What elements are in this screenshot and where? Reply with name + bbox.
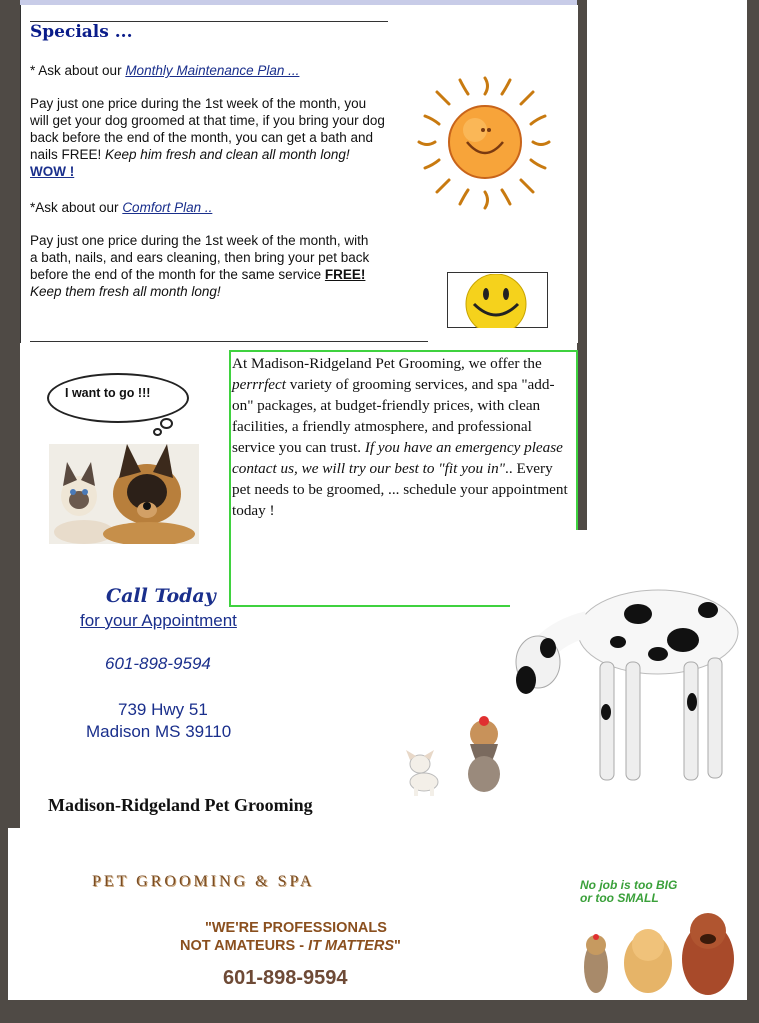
thought-bubble-text: I want to go !!! [65, 386, 151, 400]
wow-label: WOW ! [30, 164, 75, 179]
text-line: Pay just one price during the 1st week of the month, you [30, 96, 367, 111]
address-line-2: Madison MS 39110 [86, 722, 232, 741]
footer-phone[interactable]: 601-898-9594 [223, 967, 348, 989]
bubble-dot [153, 428, 162, 436]
business-name: Madison-Ridgeland Pet Grooming [48, 795, 313, 815]
appointment-link[interactable]: for your Appointment [80, 611, 237, 630]
address-line-1: 739 Hwy 51 [118, 700, 208, 719]
comfort-plan-link[interactable]: Comfort Plan .. [122, 200, 213, 215]
ask-prefix: *Ask about our [30, 200, 123, 215]
specials-bottom-rule [30, 341, 428, 342]
tagline: PET GROOMING & SPA [92, 873, 315, 890]
ask-monthly-plan [30, 62, 299, 79]
quote-line-1: "WE'RE PROFESSIONALS [205, 920, 387, 936]
bottom-bar [0, 1000, 759, 1023]
left-frame-bar [0, 0, 20, 828]
right-frame-bar [577, 0, 587, 530]
call-today-heading: Call Today [106, 585, 216, 607]
right-margin [587, 0, 747, 560]
great-dane-photo [508, 562, 744, 794]
quote-line-2: NOT AMATEURS - IT MATTERS" [180, 938, 401, 954]
text-line: nails FREE! Keep him fresh and clean all month long! [30, 147, 350, 162]
bubble-dot [160, 418, 173, 429]
chihuahua-photo [400, 750, 445, 798]
three-dogs-photo [578, 905, 746, 997]
text-line: will get your dog groomed at that time, if you bring your dog [30, 113, 385, 128]
text-line: Keep them fresh all month long! [30, 284, 221, 299]
text-line: before the end of the month for the same service FREE! [30, 267, 366, 282]
phone-number[interactable]: 601-898-9594 [105, 654, 211, 673]
text-line: a bath, nails, and ears cleaning, then bring your pet back [30, 250, 370, 265]
sun-icon [415, 68, 555, 218]
specials-title: Specials ... [30, 22, 133, 42]
smiley-icon [458, 274, 534, 328]
ask-prefix: * Ask about our [30, 63, 126, 78]
text-line: back before the end of the month, you can get a bath and [30, 130, 373, 145]
far-right-bar [747, 0, 759, 1023]
yorkie-photo [462, 714, 510, 794]
comfort-plan-description [30, 232, 420, 300]
cat-and-puppy-photo [49, 444, 199, 544]
intro-text: At Madison-Ridgeland Pet Grooming, we offer the perrrfect variety of grooming services, and spa "add-on" packages, at budget-friendly prices, with clean facilities, a friendly atmosphere, and professional service you can trust. If you have an emergency please contact us, we will try our best to "fit you in".. Every pet needs to be groomed, ... schedule your appointment today ! [232, 355, 568, 519]
bottom-left-bar [0, 828, 8, 1023]
monthly-maintenance-plan-link[interactable]: Monthly Maintenance Plan ... [125, 63, 300, 78]
text-line: Pay just one price during the 1st week of the month, with [30, 233, 369, 248]
monthly-plan-description [30, 95, 420, 180]
ask-comfort-plan [30, 199, 212, 216]
no-job-too-big-text: No job is too BIG or too SMALL [580, 878, 678, 905]
